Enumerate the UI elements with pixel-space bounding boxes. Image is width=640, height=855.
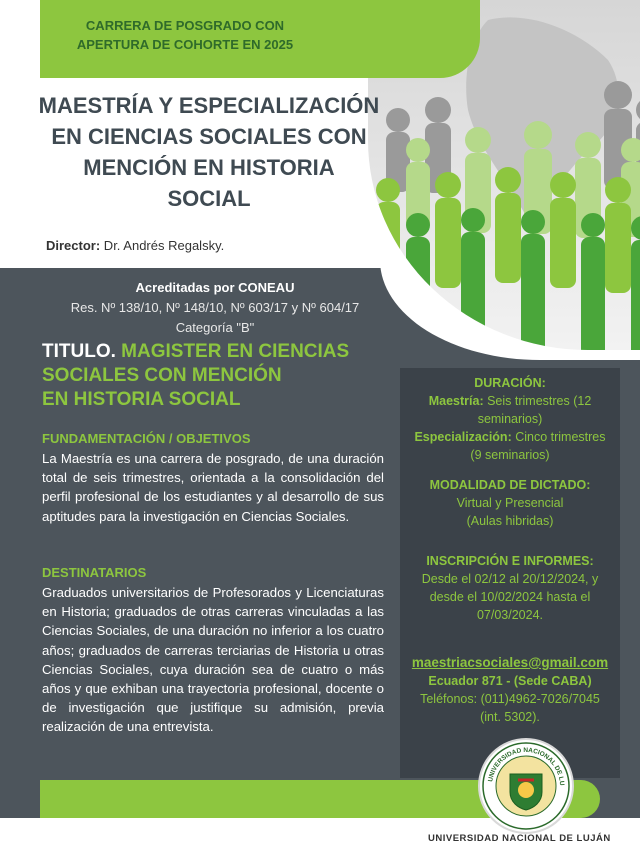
degree-line: EN HISTORIA SOCIAL <box>42 389 241 410</box>
contact-block <box>400 654 620 726</box>
title-line: MAESTRÍA Y ESPECIALIZACIÓN <box>38 93 380 118</box>
page-title <box>14 90 404 214</box>
seal-emblem-icon <box>480 740 572 832</box>
maestria-value: Seis trimestres (12 <box>483 394 592 408</box>
kicker-line: CARRERA DE POSGRADO CON <box>85 18 285 33</box>
duration-heading: DURACIÓN: <box>474 376 546 390</box>
especializacion-label: Especialización: <box>414 430 512 444</box>
destinatarios-heading: DESTINATARIOS <box>42 565 147 580</box>
accreditation-resolutions: Res. Nº 138/10, Nº 148/10, Nº 603/17 y Nº 604/17 <box>70 300 360 315</box>
title-line: EN CIENCIAS SOCIALES CON <box>51 124 367 149</box>
accreditation-category: Categoría "B" <box>175 320 255 335</box>
university-seal <box>478 738 574 834</box>
info-box <box>400 368 620 778</box>
inscription-heading: INSCRIPCIÓN E INFORMES: <box>426 554 594 568</box>
address: Ecuador 871 - (Sede CABA) <box>428 674 592 688</box>
phones-ext: (int. 5302). <box>480 710 540 724</box>
title-line: MENCIÓN EN HISTORIA <box>83 155 335 180</box>
director-label: Director: <box>46 238 101 253</box>
degree-line: MAGISTER EN CIENCIAS <box>115 341 350 362</box>
inscription-block <box>400 552 620 624</box>
email-link[interactable]: maestriacsociales@gmail.com <box>411 655 609 670</box>
accreditation-heading: Acreditadas por CONEAU <box>135 280 295 295</box>
especializacion-value-2: (9 seminarios) <box>470 448 550 462</box>
fundamentacion-text: La Maestría es una carrera de posgrado, de una duración total de seis trimestres, orientada a la consolidación del perfil profesional de los estudiantes y al desarrollo de sus aptitudes para la investigación en Ciencias Sociales. <box>42 451 384 524</box>
maestria-label: Maestría: <box>428 394 484 408</box>
director <box>46 238 366 253</box>
kicker-line: APERTURA DE COHORTE EN 2025 <box>76 37 294 52</box>
modality-heading: MODALIDAD DE DICTADO: <box>429 478 591 492</box>
maestria-value-2: seminarios) <box>477 412 543 426</box>
degree-prefix: TITULO. <box>42 341 116 362</box>
degree-line: SOCIALES CON MENCIÓN <box>42 365 282 386</box>
modality-line: Virtual y Presencial <box>456 496 564 510</box>
destinatarios-text: Graduados universitarios de Profesorados y Licenciaturas en Historia; graduados de otras carreras vinculadas a las Ciencias Sociales, de una duración no inferior a los cuatro años; graduados de carreras terciarias de Historia u otras Ciencias Sociales, cuya duración sea de cuatro o más años y que exhiban una trayectoria profesional, docente o de investigación que justifique su admisión, previa realización de una entrevista. <box>42 585 384 735</box>
inscription-line: Desde el 02/12 al 20/12/2024, y <box>421 572 599 586</box>
degree-title <box>42 340 392 412</box>
accreditation <box>30 278 400 338</box>
inscription-line: 07/03/2024. <box>476 608 544 622</box>
inscription-line: desde el 10/02/2024 hasta el <box>429 590 591 604</box>
director-name: Dr. Andrés Regalsky. <box>100 238 225 253</box>
seal-text: UNIVERSIDAD NACIONAL DE LU <box>487 746 566 786</box>
duration-block <box>400 374 620 464</box>
phones: Teléfonos: (011)4962-7026/7045 <box>420 692 600 706</box>
title-line: SOCIAL <box>167 186 251 211</box>
fundamentacion-heading: FUNDAMENTACIÓN / OBJETIVOS <box>42 431 251 446</box>
modality-line: (Aulas hibridas) <box>466 514 554 528</box>
kicker-text <box>40 16 330 54</box>
modality-block <box>400 476 620 530</box>
especializacion-value: Cinco trimestres <box>511 430 606 444</box>
university-name: UNIVERSIDAD NACIONAL DE LUJÁN <box>428 833 611 844</box>
